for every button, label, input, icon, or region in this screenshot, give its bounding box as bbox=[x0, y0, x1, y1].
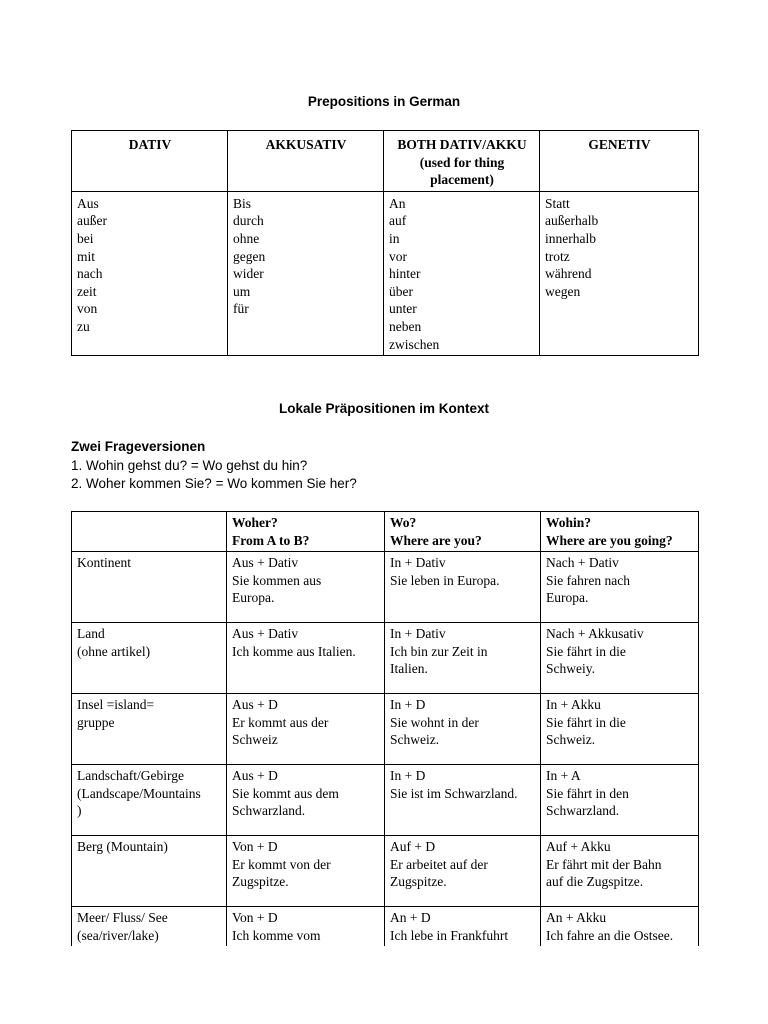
cell-line: (sea/river/lake) bbox=[77, 927, 159, 943]
row-label bbox=[72, 694, 227, 765]
cell-line: Sie fährt in die bbox=[546, 714, 626, 730]
cell-line: Land bbox=[77, 626, 105, 642]
cell-line: Landschaft/Gebirge bbox=[77, 768, 184, 784]
cell-line: Zugspitze. bbox=[390, 874, 447, 890]
intro-line-2: 2. Woher kommen Sie? = Wo kommen Sie her? bbox=[71, 476, 357, 491]
header-both-label: BOTH DATIV/AKKU bbox=[397, 137, 527, 152]
table-row bbox=[72, 836, 699, 907]
row-label bbox=[72, 623, 227, 694]
cell-line: Schwarzland. bbox=[546, 803, 620, 819]
cell-line: Nach + Dativ bbox=[546, 555, 619, 571]
header-both bbox=[384, 131, 540, 192]
list-item: außer bbox=[77, 213, 107, 229]
cell-line: Meer/ Fluss/ See bbox=[77, 910, 168, 926]
table-row bbox=[72, 623, 699, 694]
header-akkusativ: AKKUSATIV bbox=[228, 131, 384, 192]
intro-line-1: 1. Wohin gehst du? = Wo gehst du hin? bbox=[71, 457, 308, 473]
cell-line: In + Akku bbox=[546, 697, 601, 713]
list-item: über bbox=[389, 283, 413, 299]
header-woher-sub: From A to B? bbox=[232, 532, 310, 548]
table-row bbox=[72, 907, 699, 947]
list-item: gegen bbox=[233, 248, 266, 264]
cell-line: Sie kommt aus dem bbox=[232, 785, 339, 801]
cell-line: gruppe bbox=[77, 714, 115, 730]
list-item: Aus bbox=[77, 195, 99, 211]
akkusativ-list bbox=[228, 191, 384, 355]
cell-line: Auf + D bbox=[390, 839, 436, 855]
cell-line: (ohne artikel) bbox=[77, 643, 151, 659]
cell-line: (Landscape/Mountains bbox=[77, 785, 201, 801]
cell-line: Sie fährt in die bbox=[546, 643, 626, 659]
table-header-row bbox=[72, 512, 699, 552]
page-title: Prepositions in German bbox=[307, 94, 461, 109]
table-row bbox=[72, 765, 699, 836]
cell-line: Ich fahre an die Ostsee. bbox=[546, 927, 674, 943]
cell-wo bbox=[385, 765, 541, 836]
cell-line: Ich komme aus Italien. bbox=[232, 643, 356, 659]
list-item: durch bbox=[233, 213, 264, 229]
cell-line: auf die Zugspitze. bbox=[546, 874, 644, 890]
genetiv-list bbox=[540, 191, 699, 355]
row-label bbox=[72, 836, 227, 907]
header-empty bbox=[72, 512, 227, 552]
cell-line: Europa. bbox=[232, 590, 275, 606]
cell-line: Schwarzland. bbox=[232, 803, 306, 819]
list-item: Statt bbox=[545, 195, 570, 211]
cell-line: Ich bin zur Zeit in bbox=[390, 643, 488, 659]
list-item: wegen bbox=[545, 283, 581, 299]
list-item: zeit bbox=[77, 283, 97, 299]
list-item: ohne bbox=[233, 230, 260, 246]
cell-line: Sie fährt in den bbox=[546, 785, 629, 801]
both-list bbox=[384, 191, 540, 355]
cell-wo bbox=[385, 694, 541, 765]
cell-line: In + Dativ bbox=[390, 626, 446, 642]
intro-heading: Zwei Frageversionen bbox=[71, 439, 206, 454]
cell-wohin bbox=[541, 694, 699, 765]
cell-line: Insel =island= bbox=[77, 697, 155, 713]
header-wo-sub: Where are you? bbox=[390, 532, 482, 548]
cell-wohin bbox=[541, 836, 699, 907]
cell-wohin bbox=[541, 765, 699, 836]
row-label bbox=[72, 907, 227, 947]
cell-wo bbox=[385, 552, 541, 623]
cell-line: Aus + D bbox=[232, 768, 278, 784]
dativ-list bbox=[72, 191, 228, 355]
cell-line: Er kommt aus der bbox=[232, 714, 329, 730]
list-item: mit bbox=[77, 248, 96, 264]
cell-line: ) bbox=[77, 803, 82, 819]
header-woher bbox=[227, 512, 385, 552]
table-row bbox=[72, 552, 699, 623]
header-woher-label: Woher? bbox=[232, 515, 278, 530]
header-wo bbox=[385, 512, 541, 552]
list-item: in bbox=[389, 230, 400, 246]
header-wohin-label: Wohin? bbox=[546, 515, 592, 530]
list-item: hinter bbox=[389, 266, 421, 282]
cell-line: Aus + D bbox=[232, 697, 278, 713]
list-item: innerhalb bbox=[545, 230, 596, 246]
cell-wohin bbox=[541, 623, 699, 694]
cell-line: Schweiy. bbox=[546, 661, 595, 677]
header-wohin-sub: Where are you going? bbox=[546, 532, 673, 548]
cell-line: Ich lebe in Frankfuhrt bbox=[390, 927, 509, 943]
context-table bbox=[71, 511, 699, 946]
cell-line: In + Dativ bbox=[390, 555, 446, 571]
list-item: für bbox=[233, 301, 249, 317]
header-wohin bbox=[541, 512, 699, 552]
cell-line: Aus + Dativ bbox=[232, 626, 299, 642]
list-item: von bbox=[77, 301, 98, 317]
cell-line: Berg (Mountain) bbox=[77, 839, 168, 855]
row-label bbox=[72, 552, 227, 623]
header-wo-label: Wo? bbox=[390, 515, 417, 530]
list-item: um bbox=[233, 283, 251, 299]
cell-line: Sie kommen aus bbox=[232, 572, 322, 588]
cell-line: Er fährt mit der Bahn bbox=[546, 856, 662, 872]
cell-line: Sie fahren nach bbox=[546, 572, 630, 588]
cell-line: Von + D bbox=[232, 839, 278, 855]
table-row bbox=[72, 694, 699, 765]
cell-line: In + A bbox=[546, 768, 581, 784]
list-item: wider bbox=[233, 266, 264, 282]
cell-line: Auf + Akku bbox=[546, 839, 611, 855]
cell-line: Sie wohnt in der bbox=[390, 714, 479, 730]
list-item: Bis bbox=[233, 195, 252, 211]
cell-line: Von + D bbox=[232, 910, 278, 926]
cell-line: Schweiz bbox=[232, 732, 278, 748]
cell-line: In + D bbox=[390, 768, 426, 784]
list-item: zu bbox=[77, 318, 90, 334]
header-both-sub: (used for thing placement) bbox=[419, 154, 505, 188]
cell-woher bbox=[227, 694, 385, 765]
list-item: neben bbox=[389, 318, 422, 334]
cell-wohin bbox=[541, 907, 699, 947]
list-item: unter bbox=[389, 301, 417, 317]
cell-wo bbox=[385, 623, 541, 694]
cell-line: Italien. bbox=[390, 661, 428, 677]
header-dativ: DATIV bbox=[72, 131, 228, 192]
cell-line: An + Akku bbox=[546, 910, 607, 926]
cell-woher bbox=[227, 836, 385, 907]
cell-line: Ich komme vom bbox=[232, 927, 321, 943]
cell-wohin bbox=[541, 552, 699, 623]
cell-woher bbox=[227, 765, 385, 836]
cell-line: Kontinent bbox=[77, 555, 131, 571]
list-item: trotz bbox=[545, 248, 570, 264]
cell-line: Sie leben in Europa. bbox=[390, 572, 500, 588]
row-label bbox=[72, 765, 227, 836]
table-row bbox=[72, 191, 699, 355]
cell-woher bbox=[227, 907, 385, 947]
list-item: zwischen bbox=[389, 336, 440, 352]
cell-line: Zugspitze. bbox=[232, 874, 289, 890]
cell-line: An + D bbox=[390, 910, 431, 926]
cell-line: Aus + Dativ bbox=[232, 555, 299, 571]
list-item: bei bbox=[77, 230, 94, 246]
list-item: auf bbox=[389, 213, 407, 229]
cell-line: Er kommt von der bbox=[232, 856, 331, 872]
header-genetiv: GENETIV bbox=[540, 131, 699, 192]
list-item: vor bbox=[389, 248, 407, 264]
cell-woher bbox=[227, 623, 385, 694]
cell-line: Sie ist im Schwarzland. bbox=[390, 785, 518, 801]
cell-woher bbox=[227, 552, 385, 623]
table-header-row bbox=[72, 131, 699, 192]
list-item: außerhalb bbox=[545, 213, 599, 229]
list-item: nach bbox=[77, 266, 103, 282]
list-item: An bbox=[389, 195, 406, 211]
section-title: Lokale Präpositionen im Kontext bbox=[278, 401, 490, 416]
prepositions-table bbox=[71, 130, 699, 356]
cell-line: Nach + Akkusativ bbox=[546, 626, 644, 642]
cell-line: Schweiz. bbox=[390, 732, 440, 748]
cell-wo bbox=[385, 907, 541, 947]
cell-wo bbox=[385, 836, 541, 907]
intro-block bbox=[71, 438, 357, 494]
cell-line: In + D bbox=[390, 697, 426, 713]
cell-line: Schweiz. bbox=[546, 732, 596, 748]
cell-line: Er arbeitet auf der bbox=[390, 856, 488, 872]
cell-line: Europa. bbox=[546, 590, 589, 606]
list-item: während bbox=[545, 266, 592, 282]
